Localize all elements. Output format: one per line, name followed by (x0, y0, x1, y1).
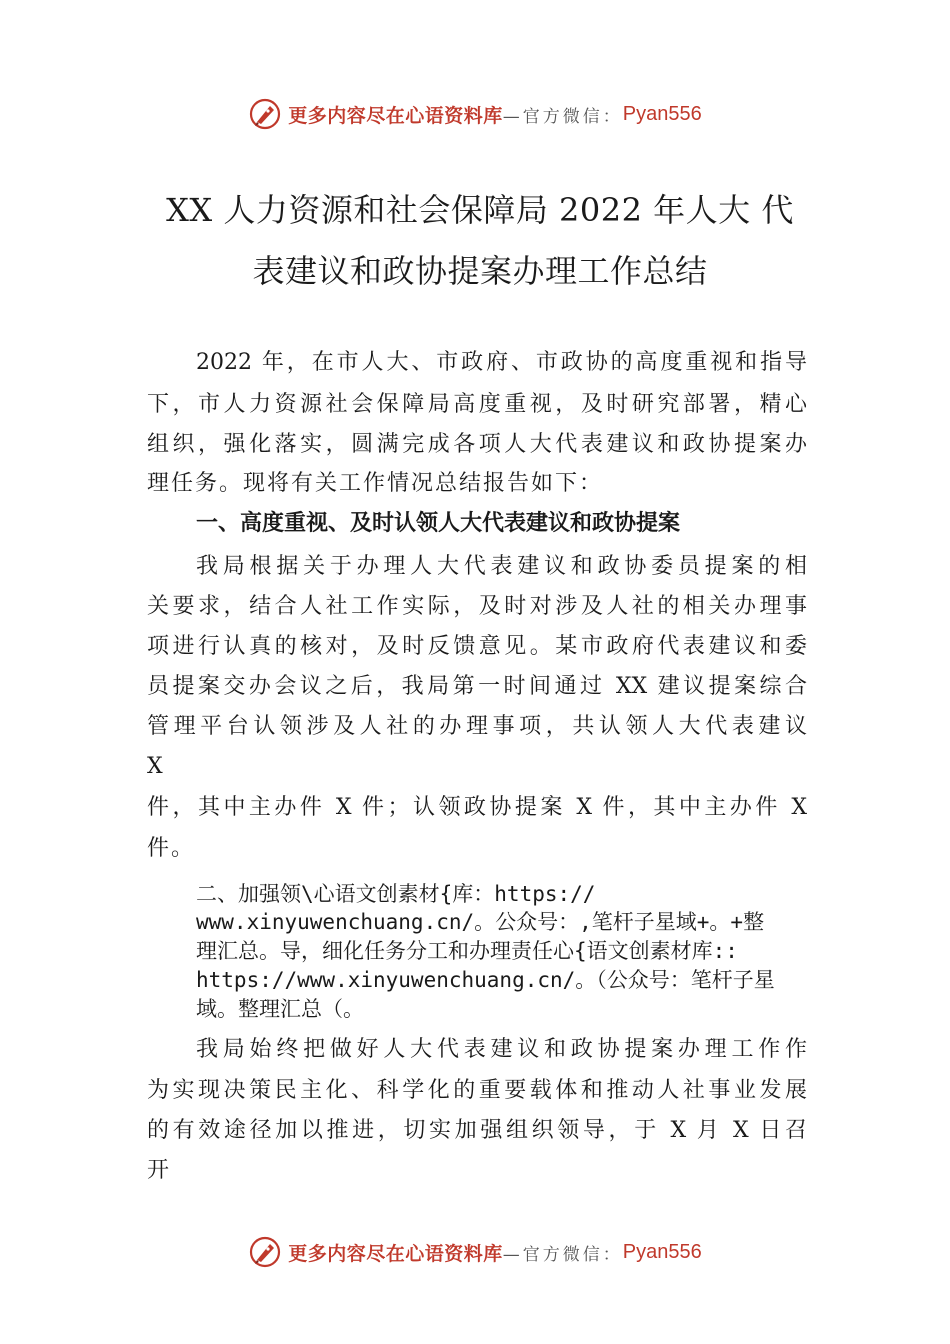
section-1-line: 关要求，结合人社工作实际，及时对涉及人社的相关办理事 (147, 594, 807, 619)
section-3-line: 我局始终把做好人大代表建议和政协提案办理工作作 (196, 1037, 807, 1062)
section-3-line: 开 (147, 1158, 172, 1183)
section-1-line: 项进行认真的核对，及时反馈意见。某市政府代表建议和委 (147, 634, 807, 659)
watermark-wechat-id: Pyan556 (622, 1240, 702, 1263)
section-3-line: 的有效途径加以推进，切实加强组织领导，于 X 月 X 日召 (147, 1118, 807, 1143)
watermark-header (0, 94, 950, 134)
watermark-brand: 更多内容尽在心语资料库 (288, 1242, 503, 1265)
section-2-line: 域。整理汇总（。 (196, 997, 364, 1021)
section-1-line: X (147, 754, 165, 779)
section-3-line: 为实现决策民主化、科学化的重要载体和推动人社事业发展 (147, 1078, 807, 1103)
section-2-line: 理汇总。导，细化任务分工和办理责任心{语文创素材库:: (196, 939, 738, 963)
section-1-line: 我局根据关于办理人大代表建议和政协委员提案的相 (196, 554, 807, 579)
watermark-separator: —官方微信： (502, 106, 623, 127)
watermark-wechat-id: Pyan556 (622, 102, 702, 125)
section-2-line: www.xinyuwenchuang.cn/。公众号：,笔杆子星域+。+整 (196, 910, 765, 934)
watermark-separator: —官方微信： (502, 1244, 623, 1265)
section-2-line: 二、加强领\心语文创素材{库：https:// (196, 882, 596, 906)
section-1-line: 件。 (147, 836, 196, 861)
intro-line: 下，市人力资源社会保障局高度重视，及时研究部署，精心 (147, 392, 807, 417)
intro-line: 理任务。现将有关工作情况总结报告如下： (147, 471, 604, 496)
watermark-brand: 更多内容尽在心语资料库 (288, 104, 503, 127)
section-1-line: 件，其中主办件 X 件；认领政协提案 X 件，其中主办件 X (147, 795, 807, 820)
document-title-line-2: 表建议和政协提案办理工作总结 (252, 252, 708, 290)
intro-line: 2022 年，在市人大、市政府、市政协的高度重视和指导 (196, 350, 807, 375)
document-title-line-1: XX 人力资源和社会保障局 2022 年人大 代 (166, 191, 794, 229)
pen-nib-logo-icon (248, 1235, 282, 1269)
section-1-line: 管理平台认领涉及人社的办理事项，共认领人大代表建议 (147, 714, 807, 739)
section-2-line: https://www.xinyuwenchuang.cn/。（公众号：笔杆子星 (196, 968, 775, 992)
section-1-line: 员提案交办会议之后，我局第一时间通过 XX 建议提案综合 (147, 674, 807, 699)
pen-nib-logo-icon (248, 97, 282, 131)
intro-line: 组织，强化落实，圆满完成各项人大代表建议和政协提案办 (147, 432, 807, 457)
section-1-heading: 一、高度重视、及时认领人大代表建议和政协提案 (196, 511, 681, 536)
watermark-footer (0, 1232, 950, 1272)
